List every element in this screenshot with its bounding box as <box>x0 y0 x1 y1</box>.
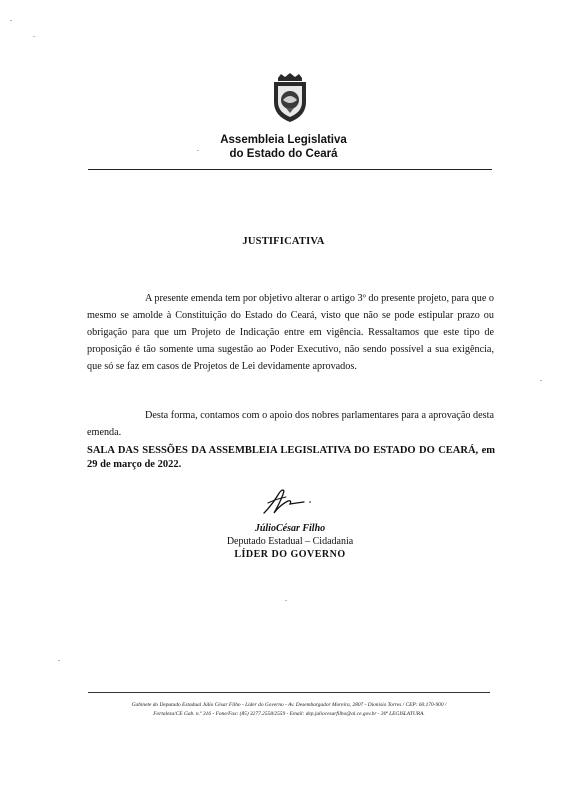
header-divider <box>88 169 492 170</box>
scan-speck <box>197 150 199 151</box>
footer-contact <box>84 701 494 718</box>
institution-name: Assembleia Legislativa <box>220 134 347 146</box>
session-statement: SALA DAS SESSÕES DA ASSEMBLEIA LEGISLATIVA DO ESTADO DO CEARÁ, em 29 de março de 2022. <box>87 445 495 470</box>
coat-of-arms-seal <box>269 72 311 124</box>
justification-paragraph: A presente emenda tem por objetivo alterar o artigo 3º do presente projeto, para que o mesmo se amolde à Constituição do Estado do Ceará, visto que não se pode estipular prazo ou obrigação para que um Projeto de Indicação entre em vigência. Ressaltamos que este tipo de proposição é tão somente uma sugestão ao Poder Executivo, não sendo possível a sua exigência, que só se faz em casos de Projetos de Lei devidamente aprovados. <box>87 293 494 372</box>
closing-paragraph: Desta forma, contamos com o apoio dos nobres parlamentares para a aprovação desta emenda. <box>87 410 494 438</box>
institution-state: do Estado do Ceará <box>229 148 338 160</box>
footer-line-2: Fortaleza/CE Gab. n.º 316 - Fone/Fax: (85) 3277.2558/2559 - Email: dep.juliocesarfilho@al.ce.gov.br - 30ª LEGISLATURA. <box>153 710 425 717</box>
signatory-name: JúlioCésar Filho <box>254 523 326 534</box>
scan-speck <box>10 20 12 21</box>
signatory-title: LÍDER DO GOVERNO <box>234 549 346 560</box>
scan-speck <box>285 600 287 601</box>
footer-divider <box>88 692 490 693</box>
handwritten-signature <box>258 483 318 519</box>
signatory-role: Deputado Estadual – Cidadania <box>226 536 354 547</box>
footer-line-1: Gabinete do Deputado Estadual Júlio César Filho - Líder do Governo - Av. Desembargador Moreira, 2807 - Dionísio Torres / CEP: 60.170-900 / <box>131 702 447 708</box>
scan-speck <box>33 36 35 37</box>
scan-speck <box>540 380 542 381</box>
scan-speck <box>58 660 60 661</box>
document-heading: JUSTIFICATIVA <box>242 236 325 247</box>
